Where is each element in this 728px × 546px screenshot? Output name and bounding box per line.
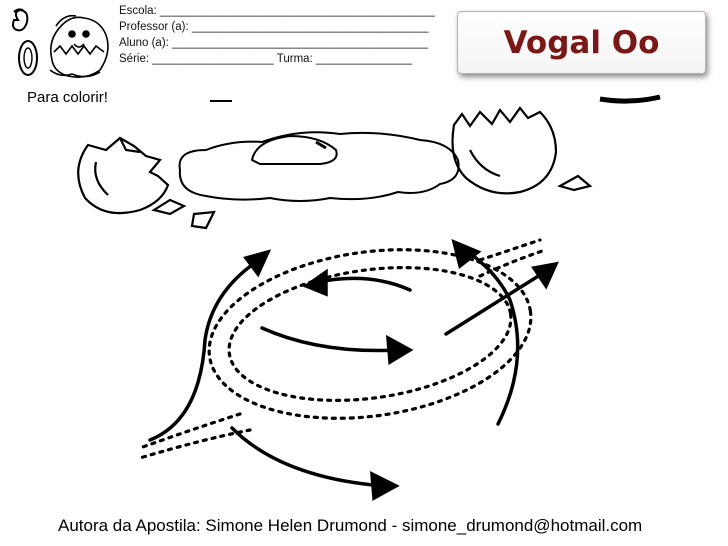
- school-field[interactable]: Escola: ___________________________________________: [119, 5, 435, 17]
- arrow-bottom: [232, 428, 384, 486]
- arrow-right-vertical: [462, 248, 518, 424]
- subtitle: Para colorir!: [27, 89, 108, 106]
- right-egg-shell: [453, 108, 591, 193]
- page-title: Vogal Oo: [503, 24, 660, 61]
- grade-class-field[interactable]: Série: ___________________ Turma: _______________: [119, 53, 412, 65]
- footer-credit: Autora da Apostila: Simone Helen Drumond - simone_drumond@hotmail.com: [58, 516, 643, 535]
- spilled-egg: [180, 132, 459, 201]
- arrow-top-inner: [318, 278, 410, 290]
- arrow-outer-left: [150, 258, 262, 440]
- top-edge-mark: [600, 97, 660, 101]
- direction-arrows: [150, 242, 556, 498]
- student-field[interactable]: Aluno (a): ________________________________________: [119, 37, 428, 49]
- arrow-middle: [262, 328, 398, 351]
- teacher-field[interactable]: Professor (a): _____________________________________: [119, 21, 429, 33]
